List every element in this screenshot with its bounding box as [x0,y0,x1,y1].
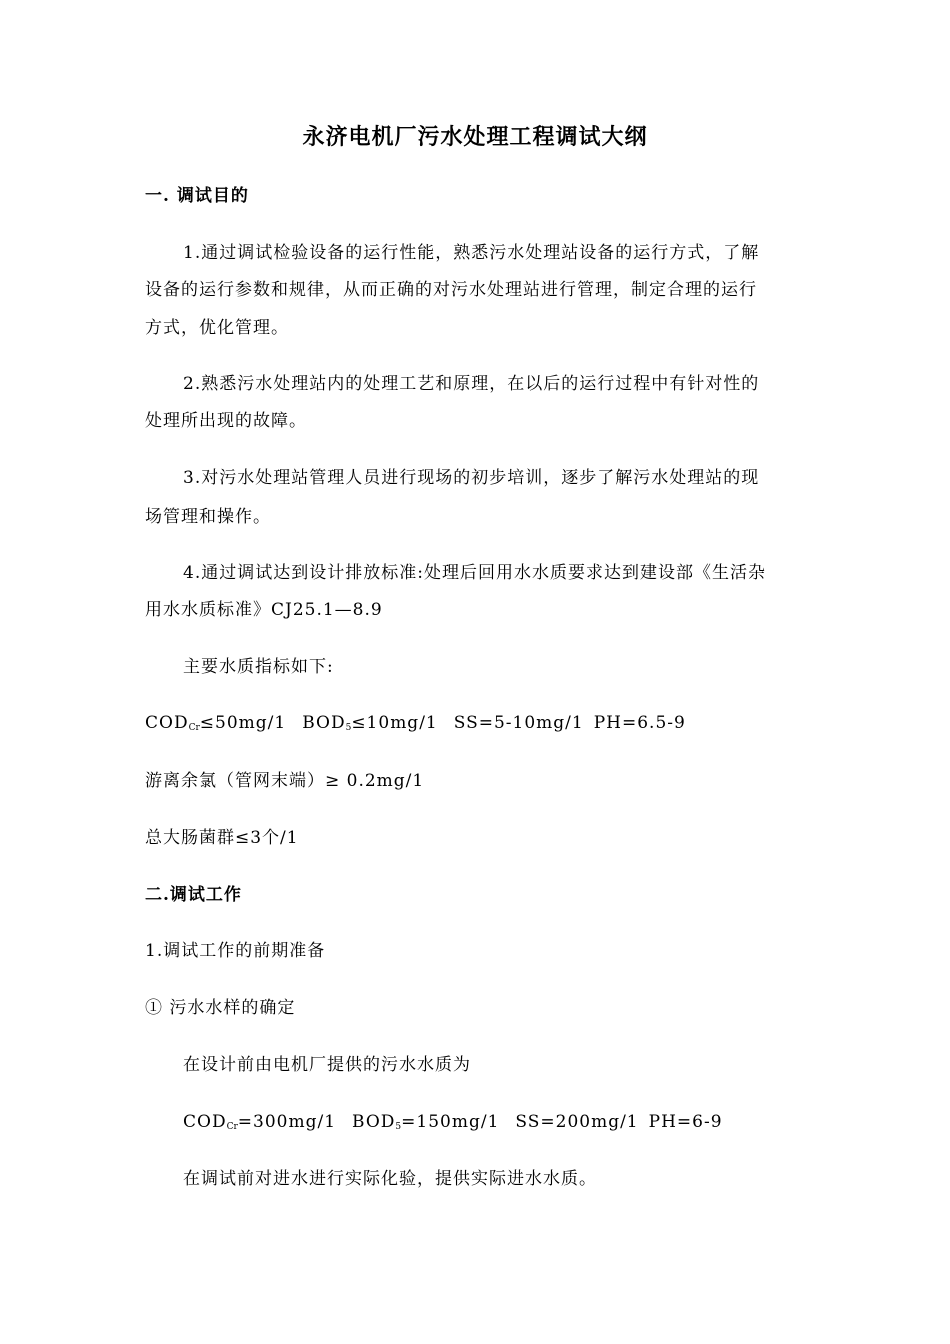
paragraph-1-line-1: 1.通过调试检验设备的运行性能，熟悉污水处理站设备的运行方式，了解 [183,243,760,263]
coliform-indicator: 总大肠菌群≤3个/1 [145,828,299,848]
design-cod-value: =300mg/1 [237,1112,337,1132]
water-quality-indicators [145,713,686,738]
bod-label: BOD [302,713,346,733]
ss-value: SS=5-10mg/1 [453,713,584,733]
design-cod-label: COD [183,1112,227,1132]
bod-subscript: 5 [345,723,352,733]
design-water-quality [183,1112,723,1137]
paragraph-3-line-2: 场管理和操作。 [145,507,271,527]
design-cod-subscript: Cr [226,1122,238,1132]
test-note: 在调试前对进水进行实际化验，提供实际进水水质。 [183,1169,597,1189]
cod-value: ≤50mg/1 [199,713,287,733]
design-quality-intro: 在设计前由电机厂提供的污水水质为 [183,1055,471,1075]
document-title: 永济电机厂污水处理工程调试大纲 [302,124,648,150]
design-bod-value: =150mg/1 [401,1112,500,1132]
design-ph-value: PH=6-9 [648,1112,723,1132]
ph-value: PH=6.5-9 [593,713,686,733]
section-heading-purpose: 一. 调试目的 [145,186,249,206]
paragraph-1-line-2: 设备的运行参数和规律，从而正确的对污水处理站进行管理，制定合理的运行 [145,280,757,300]
indicators-intro: 主要水质指标如下: [183,657,334,677]
design-ss-value: SS=200mg/1 [515,1112,639,1132]
design-bod-subscript: 5 [395,1122,402,1132]
paragraph-2-line-1: 2.熟悉污水处理站内的处理工艺和原理，在以后的运行过程中有针对性的 [183,374,760,394]
cod-subscript: Cr [188,723,200,733]
cod-label: COD [145,713,189,733]
paragraph-2-line-2: 处理所出现的故障。 [145,411,307,431]
free-chlorine-indicator: 游离余氯（管网末端）≥ 0.2mg/1 [145,771,425,791]
paragraph-4-line-1: 4.通过调试达到设计排放标准:处理后回用水水质要求达到建设部《生活杂 [183,563,766,583]
subsection-preparation: 1.调试工作的前期准备 [145,941,326,961]
item-sample-determination: ① 污水水样的确定 [145,998,296,1018]
design-bod-label: BOD [352,1112,396,1132]
paragraph-3-line-1: 3.对污水处理站管理人员进行现场的初步培训，逐步了解污水处理站的现 [183,468,760,488]
bod-value: ≤10mg/1 [351,713,438,733]
paragraph-1-line-3: 方式，优化管理。 [145,318,289,338]
paragraph-4-line-2: 用水水质标准》CJ25.1—8.9 [145,600,383,620]
section-heading-work: 二.调试工作 [145,885,242,905]
